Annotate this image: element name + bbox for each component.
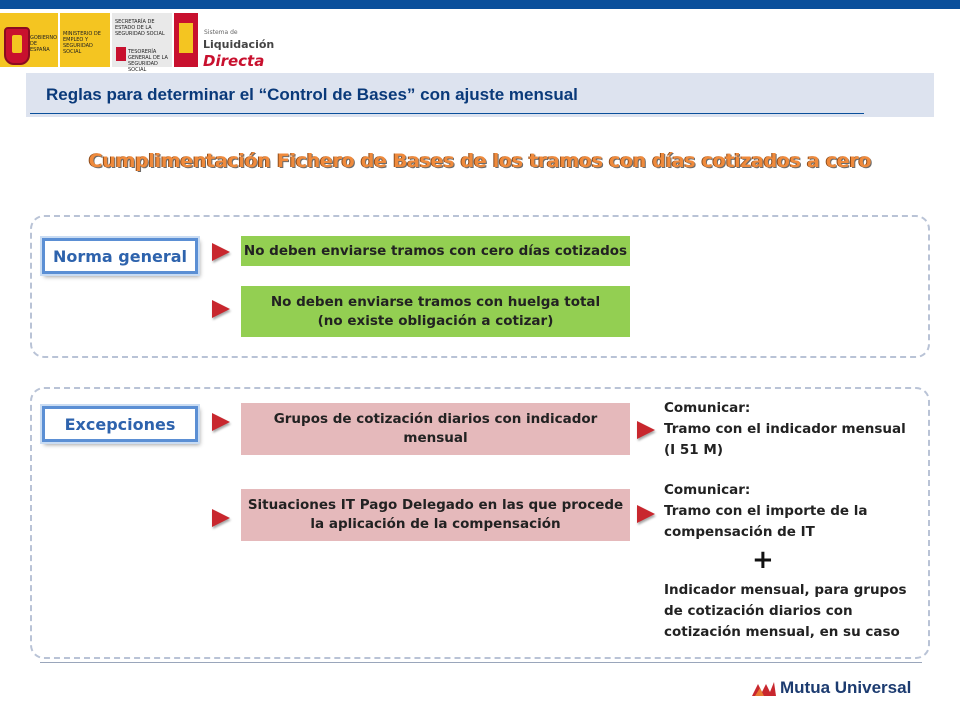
extra-note [664, 580, 907, 643]
section-heading: Cumplimentación Fichero de Bases de los tramos con días cotizados a cero [88, 150, 872, 172]
coat-of-arms-icon [4, 27, 30, 65]
extra-line: cotización mensual, en su caso [664, 624, 900, 640]
extra-line: Indicador mensual, para grupos [664, 582, 907, 598]
header-logos [0, 9, 275, 73]
top-bar [0, 0, 960, 9]
sld-name-1: Liquidación [203, 38, 275, 51]
tesoreria-text: TESORERÍA GENERAL DE LA SEGURIDAD SOCIAL [128, 49, 168, 73]
ministerio-text: MINISTERIO DE EMPLEO Y SEGURIDAD SOCIAL [63, 31, 101, 55]
result-line: (I 51 M) [664, 442, 723, 458]
arrow-right-icon [637, 421, 655, 439]
plus-sign: + [752, 545, 774, 575]
mutua-mark-icon [752, 680, 776, 696]
sld-small-text: Sistema de [204, 29, 238, 36]
exception-result [664, 480, 867, 543]
sld-name-2: Directa [203, 52, 265, 70]
result-line: Tramo con el indicador mensual [664, 421, 906, 437]
rule-box [241, 286, 630, 337]
rule-text: No deben enviarse tramos con cero días cotizados [243, 242, 628, 259]
exception-text: la aplicación de la compensación [310, 516, 561, 532]
sld-mark-icon [174, 13, 198, 67]
slide-title: Reglas para determinar el “Control de Bases” con ajuste mensual [46, 85, 578, 104]
exception-text: Grupos de cotización diarios con indicador [273, 411, 598, 427]
result-line: Comunicar: [664, 400, 751, 416]
result-line: Comunicar: [664, 482, 751, 498]
footer-divider [40, 662, 922, 663]
brand-name: Mutua Universal [780, 678, 912, 697]
arrow-right-icon [212, 243, 230, 261]
extra-line: de cotización diarios con [664, 603, 853, 619]
result-line: compensación de IT [664, 524, 815, 540]
tesoreria-mark-icon [116, 47, 126, 61]
title-underline [30, 113, 864, 114]
result-line: Tramo con el importe de la [664, 503, 868, 519]
arrow-right-icon [212, 413, 230, 431]
exception-text: mensual [403, 430, 468, 446]
ministerio-logo [60, 13, 110, 67]
secretaria-text: SECRETARÍA DE ESTADO DE LA SEGURIDAD SOCIAL [115, 19, 165, 37]
arrow-right-icon [212, 300, 230, 318]
arrow-right-icon [212, 509, 230, 527]
gobierno-logo [0, 13, 58, 67]
rule-text: (no existe obligación a cotizar) [317, 312, 554, 329]
rule-text: No deben enviarse tramos con huelga total [270, 293, 601, 310]
exception-result [664, 398, 906, 461]
exception-box [241, 489, 630, 541]
exception-box [241, 403, 630, 455]
gobierno-text: GOBIERNO DE ESPAÑA [30, 35, 58, 53]
arrow-right-icon [637, 505, 655, 523]
rule-box [241, 236, 630, 266]
excepciones-label: Excepciones [42, 406, 198, 442]
exception-text: Situaciones IT Pago Delegado en las que procede [247, 497, 624, 513]
norma-general-label: Norma general [42, 238, 198, 274]
